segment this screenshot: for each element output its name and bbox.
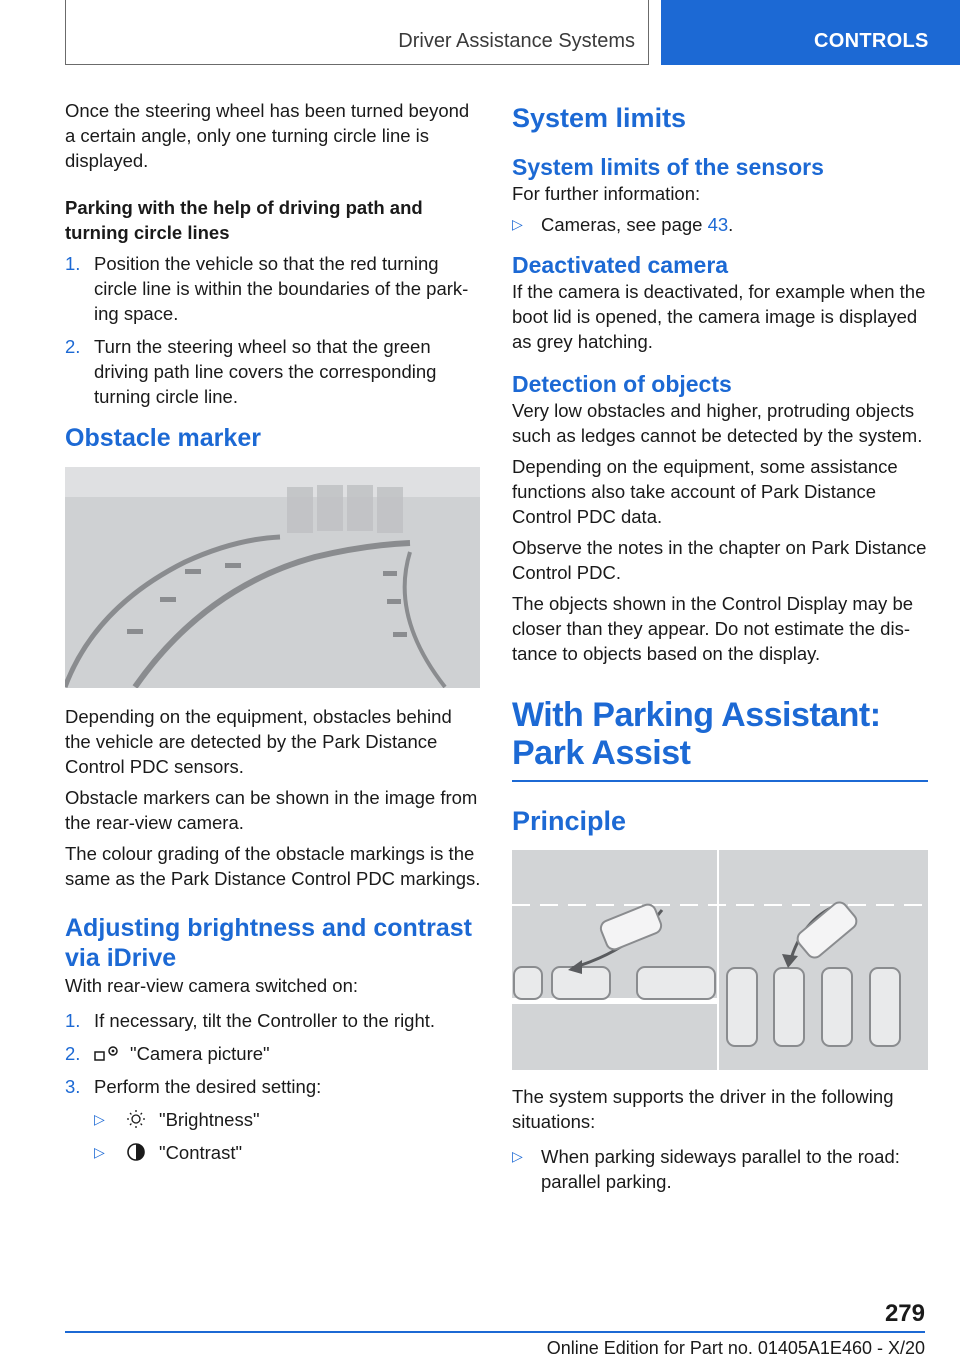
page-number: 279 xyxy=(884,1300,925,1327)
deactivated-heading: Deactivated camera xyxy=(512,252,729,278)
list-item: ▷ When parking sideways parallel to the road: parallel parking. xyxy=(512,1146,900,1192)
camera-settings-icon xyxy=(94,1043,120,1063)
adjust-intro: With rear-view camera switched on: xyxy=(65,975,359,996)
page-link[interactable]: 43 xyxy=(707,214,729,235)
list-item: 2. "Camera picture" xyxy=(65,1043,270,1064)
list-item: 1. Position the vehicle so that the red turning circle line is within the boundaries of the parking space. xyxy=(65,253,469,324)
intro-paragraph: Once the steering wheel has been turned beyond a certain angle, only one turning circle line is displayed. xyxy=(65,100,470,171)
obstacle-marker-figure xyxy=(65,467,480,688)
footer-rule xyxy=(65,1331,925,1333)
principle-list xyxy=(512,1144,928,1194)
contrast-icon xyxy=(123,1142,149,1162)
detection-paragraph-1: Very low obstacles and higher, protruding objects such as ledges cannot be detected by the system. xyxy=(512,400,923,446)
list-item: 3. Perform the desired setting: ▷ "Brightness" ▷ "Contrast" xyxy=(65,1074,481,1165)
detection-heading: Detection of objects xyxy=(512,371,732,397)
principle-heading: Principle xyxy=(512,806,627,836)
triangle-bullet-icon: ▷ xyxy=(512,216,523,232)
heading-rule xyxy=(512,780,928,782)
adjust-options-list xyxy=(94,1107,481,1165)
detection-paragraph-2: Depending on the equipment, some assistance functions also take account of Park Distance Control PDC data. xyxy=(512,456,898,527)
right-column xyxy=(512,103,928,1202)
parking-subheading: Parking with the help of driving path and turning circle lines xyxy=(65,197,423,243)
list-item: 1. If necessary, tilt the Controller to the right. xyxy=(65,1010,436,1031)
system-limits-heading: System limits xyxy=(512,103,687,133)
left-column xyxy=(65,98,481,1173)
sensors-intro: For further information: xyxy=(512,183,701,204)
parking-principle-figure xyxy=(512,850,928,1070)
rear-camera-illustration xyxy=(65,467,480,688)
page-header xyxy=(0,0,960,66)
adjust-steps-list xyxy=(65,1008,481,1165)
parking-steps-list xyxy=(65,251,481,409)
parking-illustration xyxy=(512,850,928,1070)
header-tab-label: CONTROLS xyxy=(814,30,929,52)
list-item: ▷ "Contrast" xyxy=(94,1142,243,1163)
adjust-heading: Adjusting brightness and contrast via iDrive xyxy=(65,914,472,972)
list-item: ▷ "Brightness" xyxy=(94,1109,260,1130)
sensors-heading: System limits of the sensors xyxy=(512,154,824,180)
obstacle-paragraph-1: Depending on the equipment, obstacles behind the vehicle are detected by the Park Distance Control PDC sensors. xyxy=(65,706,452,777)
principle-paragraph: The system supports the driver in the following situations: xyxy=(512,1086,894,1132)
triangle-bullet-icon: ▷ xyxy=(512,1148,523,1164)
list-item: ▷ Cameras, see page 43. xyxy=(512,214,734,235)
header-section-title: Driver Assistance Systems xyxy=(398,30,635,52)
park-assist-heading-line2: Park Assist xyxy=(512,734,691,772)
brightness-icon xyxy=(123,1109,149,1129)
list-item: 2. Turn the steering wheel so that the green driving path line covers the corresponding turning circle line. xyxy=(65,336,437,407)
detection-paragraph-3: Observe the notes in the chapter on Park Distance Control PDC. xyxy=(512,537,927,583)
header-tab-controls[interactable] xyxy=(661,0,960,65)
deactivated-paragraph: If the camera is deactivated, for example when the boot lid is opened, the camera image is displayed as grey hatching. xyxy=(512,281,926,352)
triangle-bullet-icon: ▷ xyxy=(94,1144,105,1160)
obstacle-heading: Obstacle marker xyxy=(65,424,261,452)
park-assist-heading-line1: With Parking Assistant: xyxy=(512,696,881,734)
footer-edition: Online Edition for Part no. 01405A1E460 - X/20 xyxy=(546,1338,925,1358)
detection-paragraph-4: The objects shown in the Control Display may be closer than they appear. Do not estimate the distance to objects based on the display. xyxy=(512,593,914,664)
obstacle-paragraph-2: Obstacle markers can be shown in the image from the rear-view camera. xyxy=(65,787,478,833)
triangle-bullet-icon: ▷ xyxy=(94,1111,105,1127)
obstacle-paragraph-3: The colour grading of the obstacle markings is the same as the Park Distance Control PDC markings. xyxy=(65,843,481,889)
sensors-list xyxy=(512,212,928,237)
